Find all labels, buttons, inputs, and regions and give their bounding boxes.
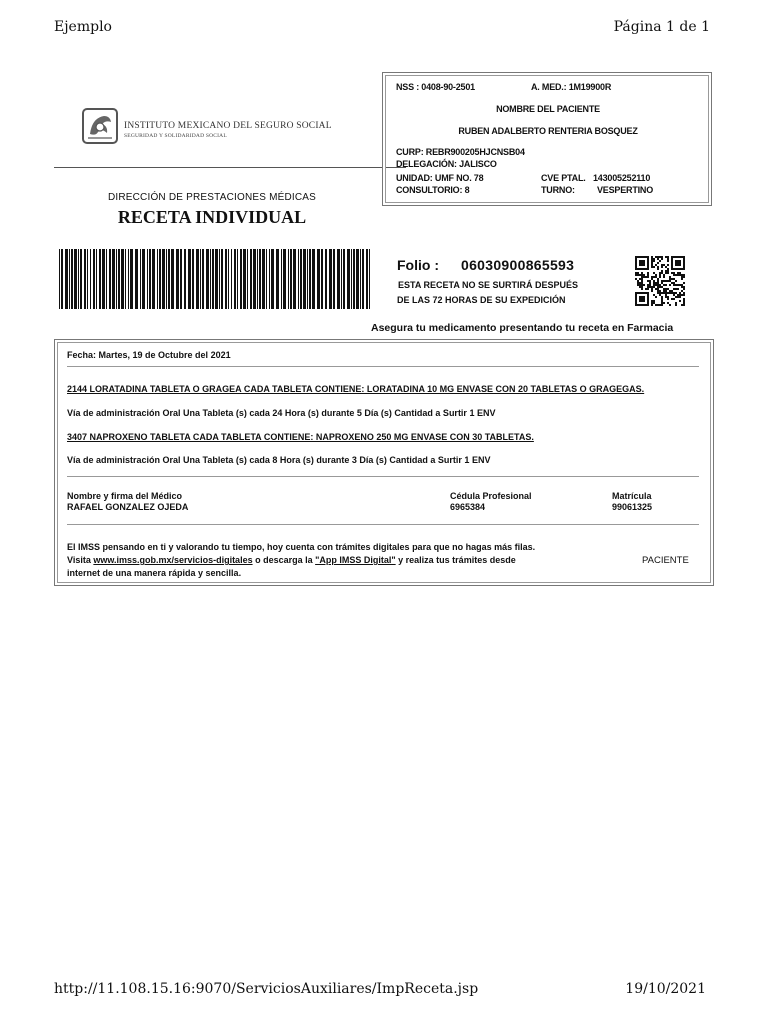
print-footer-date: 19/10/2021 — [625, 981, 706, 997]
print-header-title: Ejemplo — [54, 19, 112, 35]
doctor-label: Nombre y firma del Médico — [67, 491, 183, 501]
info-end-text: y realiza tus trámites desde — [395, 555, 516, 565]
info-visit-text: Visita — [67, 555, 94, 565]
date-divider — [67, 366, 699, 367]
institution-logo — [82, 108, 332, 148]
patient-nss: NSS : 0408-90-2501 — [396, 82, 475, 92]
patient-unidad: UNIDAD: UMF NO. 78 — [396, 173, 484, 183]
medication-instructions: Vía de administración Oral Una Tableta (s) cada 24 Hora (s) durante 5 Día (s) Cantidad a Surtir 1 ENV — [67, 408, 496, 418]
barcode-icon — [59, 249, 371, 309]
imss-eagle-logo-icon — [82, 108, 118, 144]
info-line-2 — [67, 555, 516, 565]
copy-recipient-label: PACIENTE — [642, 555, 689, 566]
patient-cve-label: CVE PTAL. — [541, 173, 586, 183]
cedula-label: Cédula Profesional — [450, 491, 532, 501]
department-title: DIRECCIÓN DE PRESTACIONES MÉDICAS — [107, 192, 317, 203]
patient-info-box — [382, 72, 712, 206]
document-title: RECETA INDIVIDUAL — [117, 207, 307, 227]
patient-amed: A. MED.: 1M19900R — [531, 82, 612, 92]
patient-name: RUBEN ADALBERTO RENTERIA BOSQUEZ — [458, 126, 638, 136]
prescription-date-prefix: Fecha: Martes, 19 de Octubre del — [67, 350, 211, 360]
prescription-box — [54, 339, 714, 586]
patient-cve-value: 143005252110 — [593, 173, 651, 183]
patient-consultorio: CONSULTORIO: 8 — [396, 185, 470, 195]
items-divider — [67, 476, 699, 477]
patient-curp: CURP: REBR900205HJCNSB04 — [396, 147, 525, 157]
medication-instructions: Vía de administración Oral Una Tableta (s) cada 8 Hora (s) durante 3 Día (s) Cantidad a Surtir 1 ENV — [67, 455, 491, 465]
cedula-value: 6965384 — [450, 502, 486, 512]
institution-name: INSTITUTO MEXICANO DEL SEGURO SOCIAL — [124, 121, 332, 131]
doctor-name: RAFAEL GONZALEZ OJEDA — [67, 502, 189, 512]
medication-item: 2144 LORATADINA TABLETA O GRAGEA CADA TABLETA CONTIENE: LORATADINA 10 MG ENVASE CON 20 TABLETAS O GRAGEGAS. — [67, 384, 645, 394]
app-imss-digital-link[interactable]: "App IMSS Digital" — [315, 555, 396, 565]
info-line-1: El IMSS pensando en ti y valorando tu tiempo, hoy cuenta con trámites digitales para que no hagas más filas. — [67, 542, 536, 552]
imss-services-link[interactable]: www.imss.gob.mx/servicios-digitales — [93, 555, 253, 565]
qr-code-icon — [635, 256, 685, 306]
institution-tagline: SEGURIDAD Y SOLIDARIDAD SOCIAL — [124, 133, 227, 139]
folio-label: Folio : — [397, 257, 439, 273]
medication-item: 3407 NAPROXENO TABLETA CADA TABLETA CONTIENE: NAPROXENO 250 MG ENVASE CON 30 TABLETAS. — [67, 432, 534, 442]
print-footer-url: http://11.108.15.16:9070/ServiciosAuxiliares/ImpReceta.jsp — [54, 981, 479, 997]
info-mid-text: o descarga la — [252, 555, 316, 565]
header-divider — [54, 167, 406, 168]
patient-delegacion: DELEGACIÓN: JALISCO — [396, 159, 497, 169]
patient-turno-value: VESPERTINO — [597, 185, 654, 195]
patient-turno-label: TURNO: — [541, 185, 575, 195]
pharmacy-note: Asegura tu medicamento presentando tu receta en Farmacia — [371, 322, 674, 334]
doctor-divider — [67, 524, 699, 525]
folio-number: 06030900865593 — [461, 257, 575, 273]
patient-name-label: NOMBRE DEL PACIENTE — [496, 104, 600, 114]
folio-expiry-note-line2: DE LAS 72 HORAS DE SU EXPEDICIÓN — [397, 295, 566, 305]
prescription-date-year: 2021 — [210, 350, 231, 360]
matricula-value: 99061325 — [612, 502, 653, 512]
folio-expiry-note-line1: ESTA RECETA NO SE SURTIRÁ DESPUÉS — [398, 280, 579, 290]
print-page-number: Página 1 de 1 — [613, 19, 710, 35]
prescription-date — [67, 350, 231, 360]
info-line-3: internet de una manera rápida y sencilla. — [67, 568, 242, 578]
matricula-label: Matrícula — [612, 491, 652, 501]
